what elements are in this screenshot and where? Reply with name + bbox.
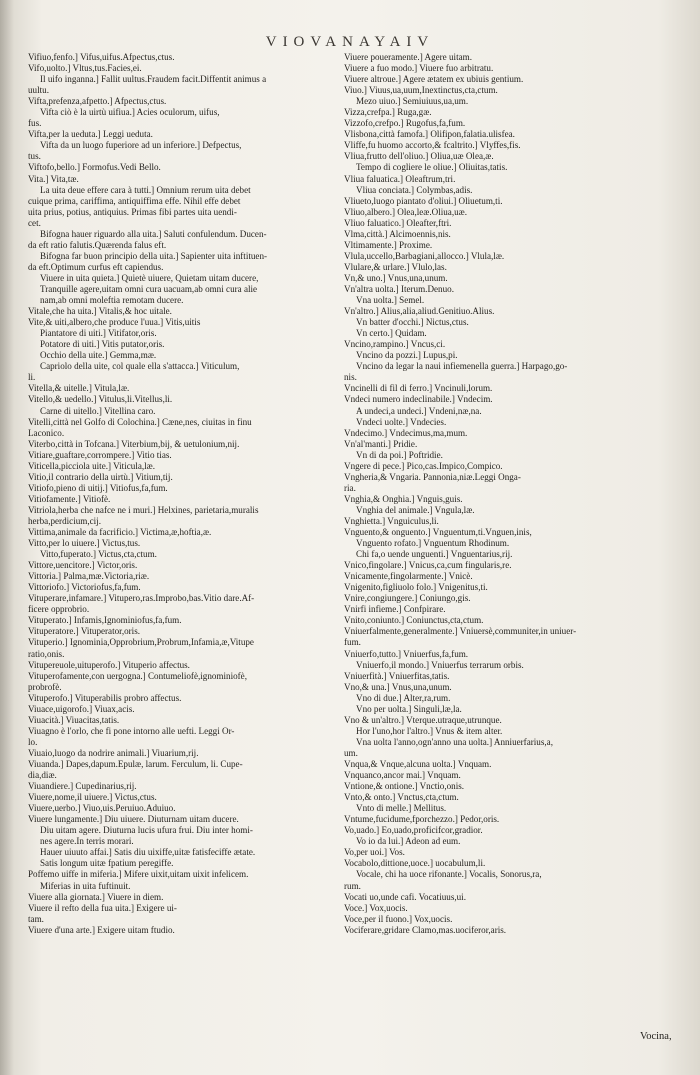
dictionary-line: Viterbo,città in Tofcana.] Viterbium,bij, & uetulonium,nij. bbox=[28, 438, 240, 449]
dictionary-line: Tranquille agere,uitam omni cura uacuam,ab omni cura alie bbox=[40, 283, 258, 294]
dictionary-line: Carne di uitello.] Vitellina caro. bbox=[40, 405, 156, 416]
dictionary-line: Vliuo faluatico.] Oleafter,ftri. bbox=[344, 217, 452, 228]
dictionary-line: Vno & un'altro.] Vterque.utraque,utrunque. bbox=[344, 714, 502, 725]
dictionary-line: Viuaio,luogo da nodrire animali.] Viuarium,rij. bbox=[28, 747, 199, 758]
dictionary-line: Vitio,il contrario della uirtù.] Vitium,tij. bbox=[28, 471, 173, 482]
dictionary-line: Voce,per il fuono.] Vox,uocis. bbox=[344, 913, 453, 924]
dictionary-line: Vliueto,luogo piantato d'oliui.] Oliuetum,ti. bbox=[344, 195, 503, 206]
dictionary-line: Vlisbona,città famofa.] Olifipon,falatia.ulisfea. bbox=[344, 129, 515, 140]
dictionary-line: Vittoriofo.] Victoriofus,fa,fum. bbox=[28, 582, 141, 593]
dictionary-line: Vitello,& uedello.] Vitulus,li.Vitellus,li. bbox=[28, 394, 173, 405]
dictionary-line: cuique prima, cariffima, antiquiffima effe. Nihil effe debet bbox=[28, 195, 241, 206]
dictionary-line: Vniuerfo,tutto.] Vniuerfus,fa,fum. bbox=[344, 648, 469, 659]
dictionary-line: Vno di due.] Alter,ra,rum. bbox=[356, 692, 451, 703]
dictionary-line: Hor l'uno,hor l'altro.] Vnus & item alter. bbox=[356, 725, 503, 736]
dictionary-line: Vo,uado.] Eo,uado,proficifcor,gradior. bbox=[344, 825, 483, 836]
dictionary-line: Viuere in uita quieta.] Quietè uiuere, Quietam uitam ducere, bbox=[40, 272, 259, 283]
dictionary-line: Viuace,uigorofo.] Viuax,acis. bbox=[28, 703, 135, 714]
dictionary-line: Vizza,crefpa.] Ruga,gæ. bbox=[344, 107, 432, 118]
dictionary-line: Vn'altro.] Alius,alia,aliud.Genitiuo.Alius. bbox=[344, 306, 495, 317]
dictionary-line: Vnirfi infieme.] Confpirare. bbox=[344, 604, 446, 615]
dictionary-line: Vncino,rampino.] Vncus,ci. bbox=[344, 339, 446, 350]
dictionary-line: cet. bbox=[28, 217, 41, 228]
dictionary-line: Vitale,che ha uita.] Vitalis,& hoc uitale. bbox=[28, 306, 172, 317]
dictionary-line: Vn'al'manti.] Pridie. bbox=[344, 438, 418, 449]
dictionary-line: Vn di da poi.] Poftridie. bbox=[356, 449, 443, 460]
dictionary-line: Vngere di pece.] Pico,cas.Impico,Compico. bbox=[344, 460, 503, 471]
dictionary-line: Satis longum uitæ fpatium peregiffe. bbox=[40, 858, 174, 869]
dictionary-line: Viuo.] Viuus,ua,uum,Inextinctus,cta,ctum. bbox=[344, 85, 498, 96]
dictionary-line: Vocale, chi ha uoce rifonante.] Vocalis, Sonorus,ra, bbox=[356, 869, 542, 880]
dictionary-line: tus. bbox=[28, 151, 41, 162]
dictionary-line: Vnto,& onto.] Vnctus,cta,ctum. bbox=[344, 792, 459, 803]
dictionary-line: Vifta ciò è la uirtù uifiua.] Acies oculorum, uifus, bbox=[40, 107, 220, 118]
dictionary-line: Chi fa,o uende unguenti.] Vnguentarius,rij. bbox=[356, 549, 513, 560]
dictionary-line: Miferias in uita fuftinuit. bbox=[40, 880, 131, 891]
dictionary-line: Vitto,fuperato.] Victus,cta,ctum. bbox=[40, 549, 157, 560]
dictionary-line: da eft ratio falutis.Quærenda falus eft. bbox=[28, 239, 167, 250]
dictionary-line: Vngheria,& Vngaria. Pannonia,niæ.Leggi Onga- bbox=[344, 471, 521, 482]
dictionary-line: Vliffe,fu huomo accorto,& fcaltrito.] Vlyffes,fis. bbox=[344, 140, 521, 151]
dictionary-line: fum. bbox=[344, 637, 361, 648]
dictionary-line: Vituperatore.] Vituperator,oris. bbox=[28, 626, 141, 637]
dictionary-line: Diu uitam agere. Diuturna lucis ufura frui. Diu inter homi- bbox=[40, 825, 253, 836]
dictionary-line: Occhio della uite.] Gemma,mæ. bbox=[40, 350, 157, 361]
dictionary-line: Vitiofamente.] Vitiofè. bbox=[28, 493, 111, 504]
dictionary-line: Vndeci uolte.] Vndecies. bbox=[356, 416, 447, 427]
dictionary-line: Vnto di melle.] Mellitus. bbox=[356, 803, 447, 814]
dictionary-line: Vitella,& uitelle.] Vitula,læ. bbox=[28, 383, 130, 394]
dictionary-line: Vitiofo,pieno di uitij.] Vitiofus,fa,fum. bbox=[28, 482, 168, 493]
dictionary-line: herba,perdicium,cij. bbox=[28, 515, 101, 526]
dictionary-line: Vniuerfalmente,generalmente.] Vniuersè,communiter,in uniuer- bbox=[344, 626, 577, 637]
dictionary-line: Vifo,uolto.] Vltus,tus.Facies,ei. bbox=[28, 63, 142, 74]
dictionary-line: Viuanda.] Dapes,dapum.Epulæ, larum. Ferculum, li. Cupe- bbox=[28, 759, 243, 769]
dictionary-line: Vn'altra uolta.] Iterum.Denuo. bbox=[344, 283, 454, 294]
dictionary-line: Vittima,animale da facrificio.] Victima,æ,hoftia,æ. bbox=[28, 527, 212, 538]
dictionary-line: Vna uolta l'anno,ogn'anno una uolta.] Anniuerfarius,a, bbox=[356, 736, 553, 747]
dictionary-line: Vnito,coniunto.] Coniunctus,cta,ctum. bbox=[344, 615, 484, 626]
dictionary-line: Vno per uolta.] Singuli,læ,la. bbox=[356, 703, 462, 714]
dictionary-line: Vnguento,& onguento.] Vnguentum,ti.Vnguen,inis, bbox=[344, 527, 532, 538]
running-head: VIOVANAYAIV bbox=[265, 34, 435, 50]
dictionary-line: Vite,& uiti,albero,che produce l'uua.] Vitis,uitis bbox=[28, 317, 201, 328]
dictionary-line: nes agere.In terris morari. bbox=[40, 836, 134, 847]
dictionary-line: Vnicamente,fingolarmente.] Vnicè. bbox=[344, 571, 473, 582]
dictionary-line: Vltimamente.] Proxime. bbox=[344, 239, 433, 250]
dictionary-line: Vntume,fucidume,fporchezzo.] Pedor,oris. bbox=[344, 814, 500, 825]
dictionary-line: ratio,onis. bbox=[28, 648, 65, 659]
dictionary-line: Il uifo inganna.] Fallit uultus.Fraudem facit.Diffentit animus a bbox=[40, 74, 267, 85]
dictionary-line: Vizzofo,crefpo.] Rugofus,fa,fum. bbox=[344, 118, 466, 129]
dictionary-line: Vnigenito,figliuolo folo.] Vnigenitus,ti. bbox=[344, 582, 488, 593]
dictionary-line: nam,ab omni moleftia remotam ducere. bbox=[40, 295, 184, 306]
dictionary-line: da eft.Optimum curfus eft capiendus. bbox=[28, 261, 164, 272]
dictionary-line: Viuere,nome,il uiuere.] Victus,ctus. bbox=[28, 792, 157, 803]
dictionary-line: Viuere lungamente.] Diu uiuere. Diuturnam uitam ducere. bbox=[28, 814, 239, 825]
dictionary-line: Vncinelli di fil di ferro.] Vncinuli,lorum. bbox=[344, 383, 493, 394]
dictionary-line: probrofè. bbox=[28, 681, 62, 692]
dictionary-line: dia,diæ. bbox=[28, 770, 57, 781]
dictionary-line: Viuere d'una arte.] Exigere uitam ftudio. bbox=[28, 924, 175, 935]
dictionary-line: Vnghietta.] Vnguiculus,li. bbox=[344, 515, 439, 526]
dictionary-line: Vitupereuole,uituperofo.] Vituperio affectus. bbox=[28, 659, 190, 670]
dictionary-line: Vo io da lui.] Adeon ad eum. bbox=[356, 836, 461, 847]
dictionary-line: Bifogna hauer riguardo alla uita.] Saluti confulendum. Ducen- bbox=[40, 228, 267, 239]
dictionary-line: Viuere alla giornata.] Viuere in diem. bbox=[28, 891, 164, 902]
dictionary-line: nis. bbox=[344, 372, 357, 383]
dictionary-line: lo. bbox=[28, 736, 38, 747]
dictionary-line: Vnire,congiungere.] Coniungo,gis. bbox=[344, 593, 471, 604]
dictionary-line: Vlulare,& urlare.] Vlulo,las. bbox=[344, 261, 447, 272]
dictionary-line: Vnguento rofato.] Vnguentum Rhodinum. bbox=[356, 538, 510, 549]
dictionary-line: Vliuo,albero.] Olea,leæ.Oliua,uæ. bbox=[344, 206, 467, 217]
dictionary-line: Vittore,uencitore.] Victor,oris. bbox=[28, 560, 138, 571]
dictionary-line: Viuere altroue.] Agere ætatem ex ubiuis gentium. bbox=[344, 74, 524, 85]
dictionary-line: Viuere a fuo modo.] Viuere fuo arbitratu. bbox=[344, 63, 494, 74]
dictionary-line: Vn batter d'occhi.] Nictus,ctus. bbox=[356, 317, 469, 328]
dictionary-line: Vitelli,città nel Golfo di Colochina.] Cæne,nes, ciuitas in finu bbox=[28, 416, 252, 427]
dictionary-line: Vniuerfità.] Vniuerfitas,tatis. bbox=[344, 670, 450, 681]
dictionary-line: rum. bbox=[344, 880, 361, 891]
right-column bbox=[344, 52, 674, 936]
dictionary-line: Vituperato.] Infamis,Ignominiofus,fa,fum. bbox=[28, 615, 182, 626]
dictionary-line: Vituperio.] Ignominia,Opprobrium,Probrum,Infamia,æ,Vitupe bbox=[28, 637, 254, 648]
dictionary-line: Vn certo.] Quidam. bbox=[356, 328, 427, 339]
dictionary-line: Laconico. bbox=[28, 427, 65, 438]
dictionary-line: Vita.] Vita,tæ. bbox=[28, 173, 79, 184]
dictionary-line: Hauer uiuuto affai.] Satis diu uixiffe,uitæ fatisfeciffe ætate. bbox=[40, 847, 256, 858]
dictionary-line: Vnghia del animale.] Vngula,læ. bbox=[356, 504, 475, 515]
dictionary-line: Vnquanco,ancor mai.] Vnquam. bbox=[344, 770, 461, 781]
dictionary-line: Viticella,picciola uite.] Viticula,læ. bbox=[28, 460, 156, 471]
dictionary-line: Vndeci numero indeclinabile.] Vndecim. bbox=[344, 394, 493, 405]
dictionary-line: Vlma,città.] Alcimoennis,nis. bbox=[344, 228, 451, 239]
dictionary-line: Vntione,& ontione.] Vnctio,onis. bbox=[344, 781, 465, 792]
dictionary-line: Vnico,fingolare.] Vnicus,ca,cum fingularis,re. bbox=[344, 560, 512, 571]
dictionary-line: Viuandiere.] Cupedinarius,rij. bbox=[28, 781, 137, 792]
dictionary-line: Bifogna far buon principio della uita.] Sapienter uita inftituen- bbox=[40, 250, 268, 261]
dictionary-line: Vliua,frutto dell'oliuo.] Oliua,uæ Olea,æ. bbox=[344, 151, 494, 162]
dictionary-line: Vlula,uccello,Barbagiani,allocco.] Vlula,læ. bbox=[344, 250, 505, 261]
dictionary-line: Vo,per uoi.] Vos. bbox=[344, 847, 405, 858]
dictionary-line: tam. bbox=[28, 913, 44, 924]
dictionary-line: Vifta,prefenza,afpetto.] Afpectus,ctus. bbox=[28, 96, 167, 107]
dictionary-line: fus. bbox=[28, 118, 42, 129]
dictionary-line: Vniuerfo,il mondo.] Vniuerfus terrarum orbis. bbox=[356, 659, 524, 670]
dictionary-line: Capriolo della uite, col quale ella s'attacca.] Viticulum, bbox=[40, 361, 240, 372]
dictionary-line: Viuere,uerbo.] Viuo,uis.Peruiuo.Aduiuo. bbox=[28, 803, 176, 814]
dictionary-line: Viftofo,bello.] Formofus.Vedi Bello. bbox=[28, 162, 161, 173]
dictionary-line: uultu. bbox=[28, 85, 49, 96]
dictionary-line: Vociferare,gridare Clamo,mas.uociferor,aris. bbox=[344, 924, 507, 935]
dictionary-line: Vncino da legar la naui infiemenella guerra.] Harpago,go- bbox=[356, 361, 568, 372]
dictionary-line: Tempo di cogliere le oliue.] Oliuitas,tatis. bbox=[356, 162, 508, 173]
dictionary-line: Vitto,per lo uiuere.] Victus,tus. bbox=[28, 538, 141, 549]
dictionary-line: Vocabolo,dittione,uoce.] uocabulum,li. bbox=[344, 858, 486, 869]
dictionary-line: Vifta,per la ueduta.] Leggi ueduta. bbox=[28, 129, 153, 140]
dictionary-line: Vituperofo.] Vituperabilis probro affectus. bbox=[28, 692, 182, 703]
dictionary-line: Viuagno è l'orlo, che fi pone intorno alle uefti. Leggi Or- bbox=[28, 725, 235, 736]
dictionary-line: Poffemo uiffe in miferia.] Mifere uixit,uitam uixit infelicem. bbox=[28, 869, 249, 880]
dictionary-line: Vliua faluatica.] Oleaftrum,tri. bbox=[344, 173, 456, 184]
dictionary-line: Vittoria.] Palma,mæ.Victoria,riæ. bbox=[28, 571, 150, 582]
dictionary-line: Vituperofamente,con uergogna.] Contumeliofè,ignominiofè, bbox=[28, 670, 247, 681]
spine-shadow bbox=[0, 0, 14, 1075]
dictionary-line: A undeci,a undeci.] Vndeni,næ,na. bbox=[356, 405, 482, 416]
dictionary-line: Piantatore di uiti.] Vitifator,oris. bbox=[40, 328, 157, 339]
dictionary-line: Vna uolta.] Semel. bbox=[356, 295, 425, 306]
dictionary-line: Vncino da pozzi.] Lupus,pi. bbox=[356, 350, 458, 361]
dictionary-line: Vitriola,herba che nafce ne i muri.] Helxines, parietaria,muralis bbox=[28, 504, 259, 515]
dictionary-line: Vifiuo,fenfo.] Vifus,uifus.Afpectus,ctus. bbox=[28, 52, 175, 62]
dictionary-line: ria. bbox=[344, 482, 356, 493]
dictionary-line: Mezo uiuo.] Semiuiuus,ua,um. bbox=[356, 96, 469, 107]
dictionary-line: Viuacità.] Viuacitas,tatis. bbox=[28, 714, 120, 725]
dictionary-line: ficere opprobrio. bbox=[28, 604, 90, 615]
dictionary-line: Vituperare,infamare.] Vitupero,ras.Improbo,bas.Vitio dare.Af- bbox=[28, 593, 255, 604]
dictionary-line: Vnqua,& Vnque,alcuna uolta.] Vnquam. bbox=[344, 759, 492, 769]
dictionary-line: um. bbox=[344, 747, 358, 758]
dictionary-line: Vno,& una.] Vnus,una,unum. bbox=[344, 681, 452, 692]
dictionary-line: li. bbox=[28, 372, 36, 383]
dictionary-line: Vifta da un luogo fuperiore ad un inferiore.] Defpectus, bbox=[40, 140, 242, 151]
dictionary-line: La uita deue effere cara à tutti.] Omnium rerum uita debet bbox=[40, 184, 251, 195]
dictionary-line: Viuere poueramente.] Agere uitam. bbox=[344, 52, 472, 62]
dictionary-line: Vitiare,guaftare,corrompere.] Vitio tias. bbox=[28, 449, 172, 460]
dictionary-line: uita prius, potius, antiquius. Primas fibi partes uita uendi- bbox=[28, 206, 237, 217]
dictionary-line: Viuere il refto della fua uita.] Exigere ui- bbox=[28, 902, 177, 913]
dictionary-line: Vn,& uno.] Vnus,una,unum. bbox=[344, 272, 448, 283]
dictionary-line: Vndecimo.] Vndecimus,ma,mum. bbox=[344, 427, 468, 438]
dictionary-line: Voce.] Vox,uocis. bbox=[344, 902, 408, 913]
dictionary-line: Vnghia,& Onghia.] Vnguis,guis. bbox=[344, 493, 463, 504]
left-column bbox=[28, 52, 336, 936]
dictionary-line: Vocati uo,unde cafi. Vocatiuus,ui. bbox=[344, 891, 466, 902]
dictionary-line: Vliua conciata.] Colymbas,adis. bbox=[356, 184, 473, 195]
dictionary-line: Potatore di uiti.] Vitis putator,oris. bbox=[40, 339, 165, 350]
catchword: Vocina, bbox=[640, 1031, 672, 1042]
